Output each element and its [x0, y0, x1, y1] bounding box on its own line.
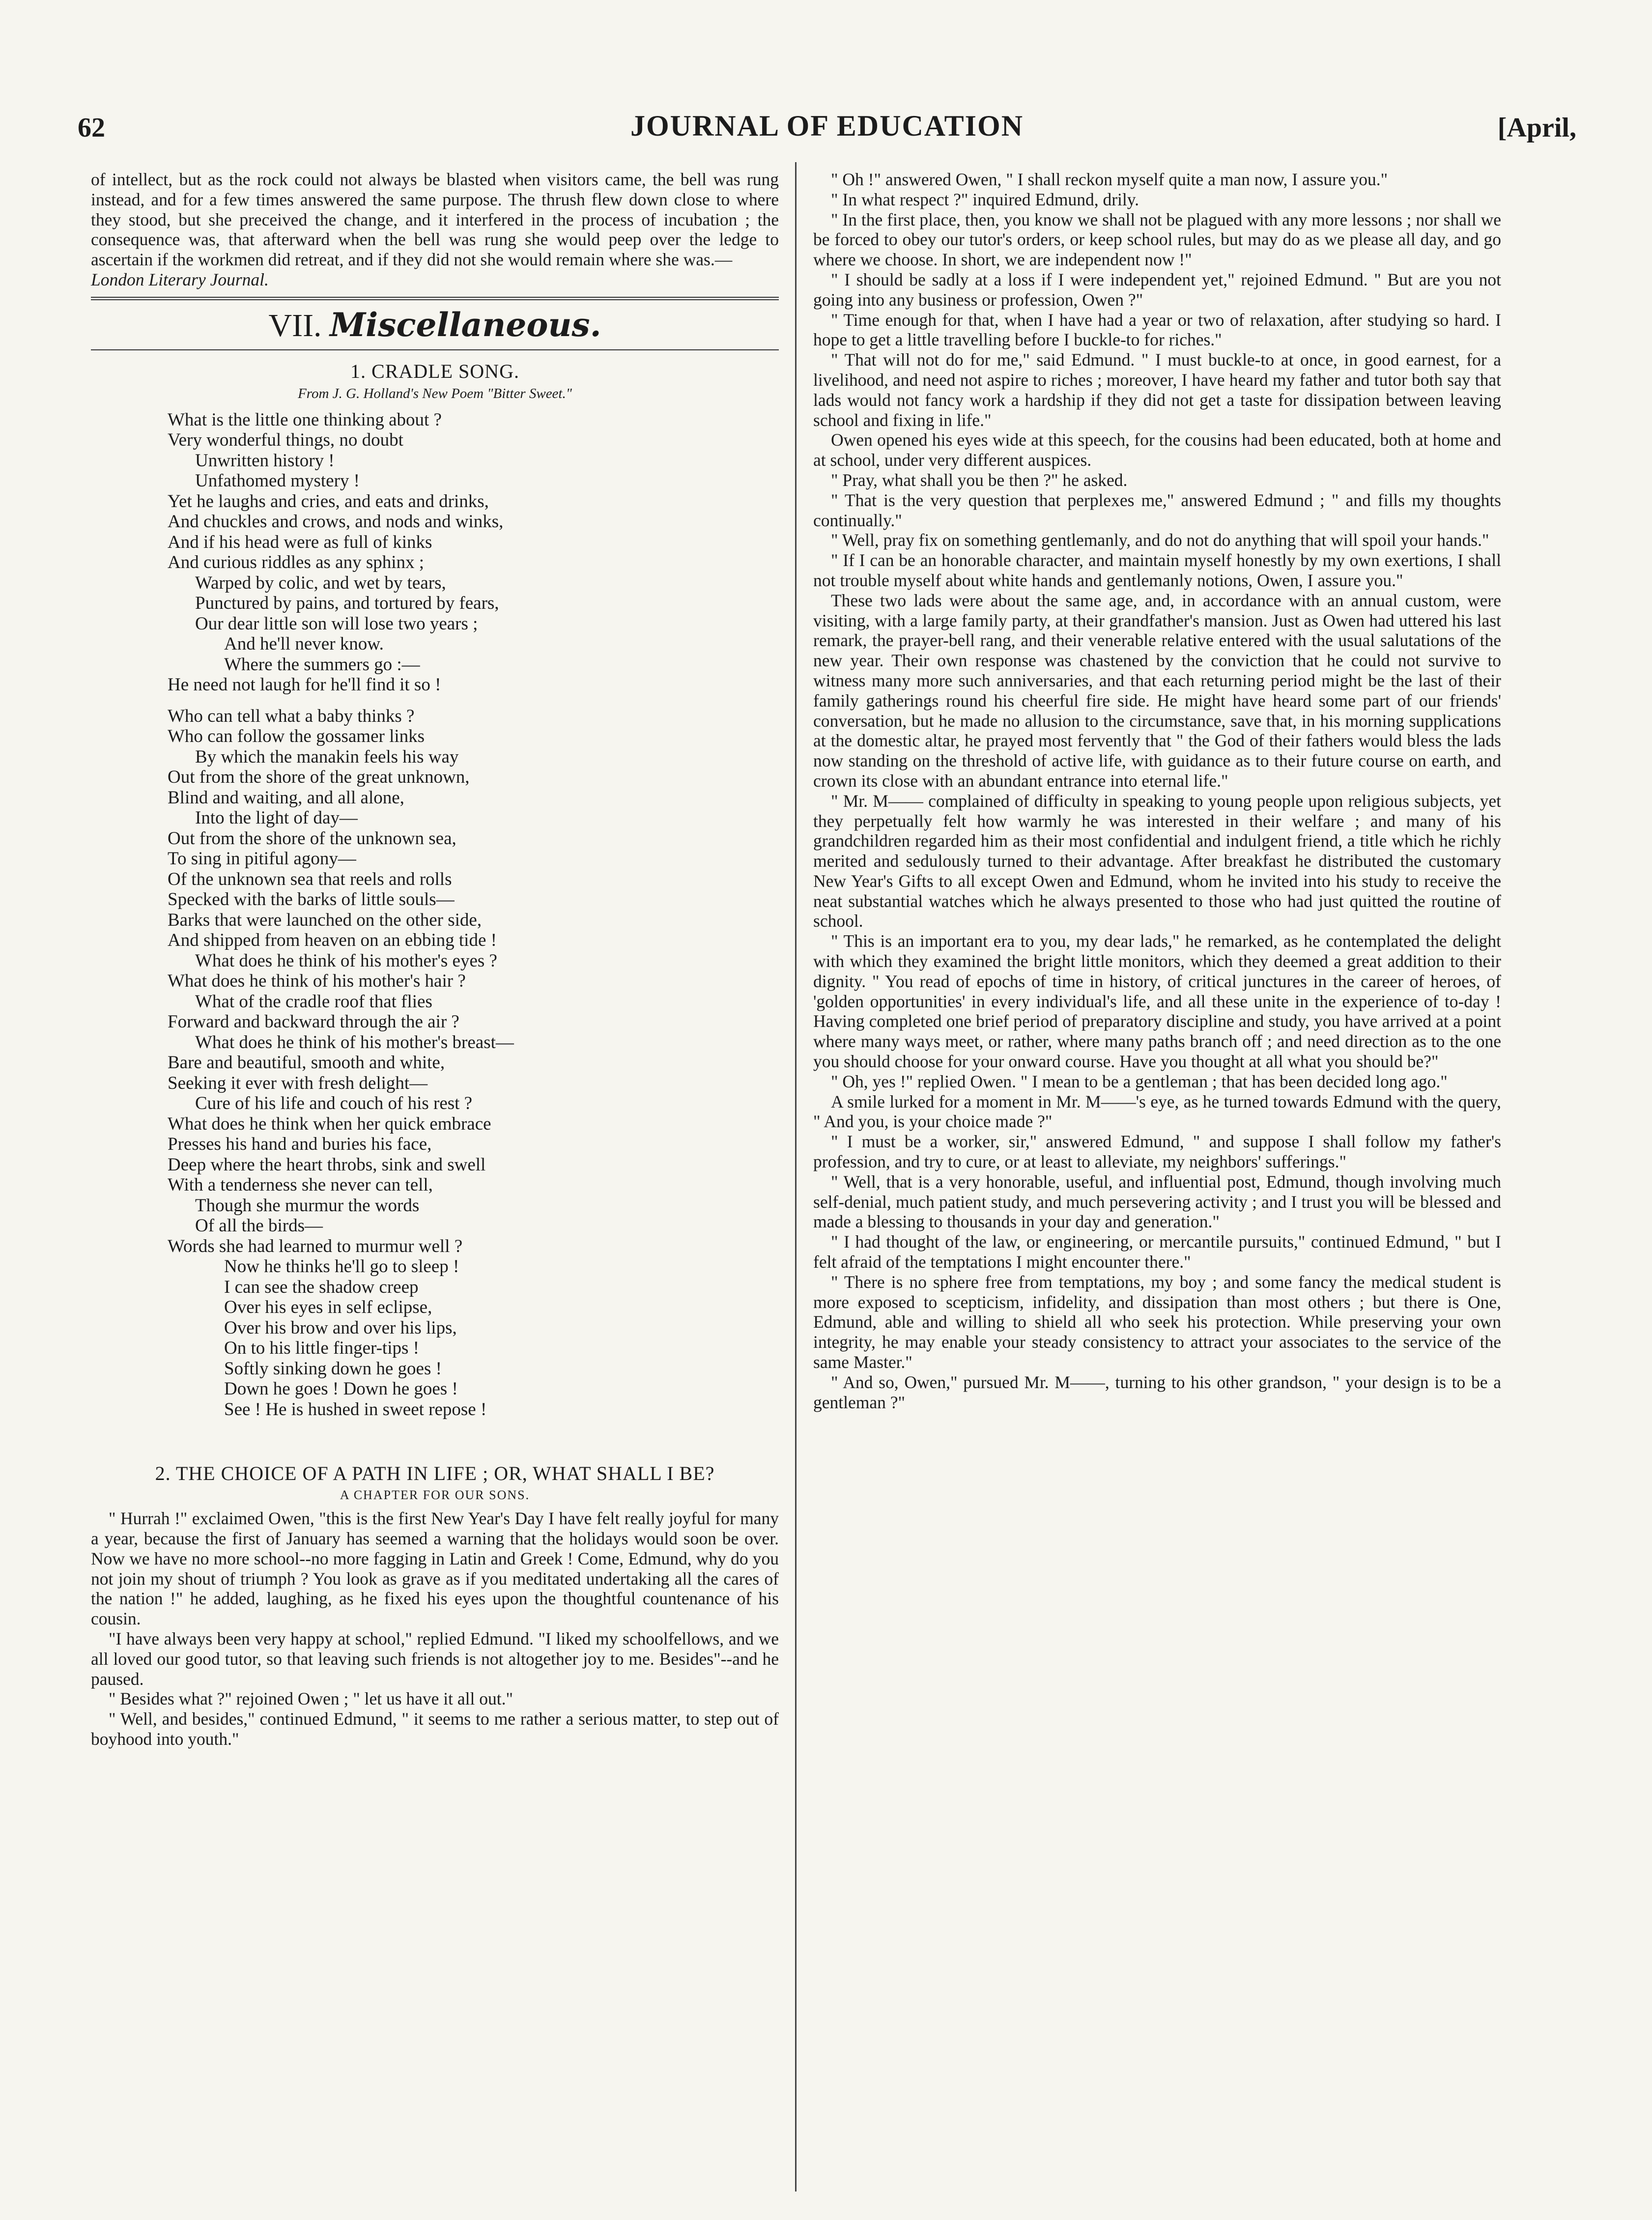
poem-line: By which the manakin feels his way — [195, 746, 459, 767]
poem-line: What does he think of his mother's hair ? — [168, 971, 466, 992]
poem-line: Very wonderful things, no doubt — [168, 430, 403, 451]
article-paragraph: " If I can be an honorable character, and maintain myself honestly by my own exertions, I shall not trouble myself about white hands and gentlemanly notions, Owen, I assure you." — [813, 550, 1501, 590]
poem-line: Forward and backward through the air ? — [168, 1012, 459, 1032]
article-body-right — [813, 170, 1501, 1412]
poem-line: And if his head were as full of kinks — [168, 532, 432, 552]
article-subtitle: A CHAPTER FOR OUR SONS. — [340, 1488, 530, 1503]
poem-line: And shipped from heaven on an ebbing tide ! — [168, 930, 497, 951]
poem-line: Who can tell what a baby thinks ? — [168, 706, 415, 726]
poem-line: And chuckles and crows, and nods and winks, — [168, 512, 504, 532]
poem-line: What does he think of his mother's eyes ? — [195, 950, 497, 971]
article-paragraph: " That will not do for me," said Edmund. " I must buckle-to at once, in good earnest, for a livelihood, and need not aspire to riches ; moreover, I have heard my father and tutor both say that lads would not fancy work a hardship if they did not get a taste for dissipation between leaving school and fixing in life." — [813, 350, 1501, 430]
poem-line: What does he think when her quick embrace — [168, 1113, 491, 1134]
running-header — [78, 109, 1576, 153]
poem-line: Seeking it ever with fresh delight— — [168, 1073, 428, 1093]
article-paragraph: These two lads were about the same age, and, in accordance with an annual custom, were visiting, with a large family party, at their grandfather's mansion. Just as Owen had uttered his last remark, the prayer-bell rang, and their venerable relative entered with the usual salutations of the new year. Their own response was chastened by the conviction that he could not survive to witness many more such anniversaries, and that each returning period might be the last of their family gatherings round his cheerful fire side. He might have heard some part of our friends' conversation, but he made no allusion to the circumstance, save that, in his morning supplications at the domestic altar, he prayed most fervently that " the God of their fathers would bless the lads now standing on the threshold of active life, with guidance as to their future course on earth, and crown its close with an abundant entrance into eternal life." — [813, 590, 1501, 791]
article-paragraph: " I must be a worker, sir," answered Edmund, " and suppose I shall follow my father's profession, and try to cure, or at least to alleviate, my neighbors' sufferings." — [813, 1132, 1501, 1172]
poem-subtitle: From J. G. Holland's New Poem "Bitter Sweet." — [298, 385, 572, 401]
poem-line: He need not laugh for he'll find it so ! — [168, 675, 441, 695]
article-paragraph: "I have always been very happy at school," replied Edmund. "I liked my schoolfellows, and we all loved our good tutor, so that leaving such friends is not altogether joy to me. Besides"--and he paused. — [91, 1629, 779, 1689]
poem-line: Yet he laughs and cries, and eats and drinks, — [168, 491, 489, 512]
poem-line: Over his brow and over his lips, — [224, 1317, 457, 1338]
article-title: 2. THE CHOICE OF A PATH IN LIFE ; OR, WHAT SHALL I BE? — [155, 1462, 715, 1485]
column-divider — [795, 162, 797, 2192]
intro-source: London Literary Journal. — [91, 269, 269, 289]
poem-line: And he'll never know. — [224, 634, 384, 655]
poem-line: What does he think of his mother's breast— — [195, 1032, 514, 1053]
intro-text: of intellect, but as the rock could not always be blasted when visitors came, the bell was rung instead, and for a few times answered the same purpose. The thrush flew down close to where they stood, but she preceived the change, and it interfered in the process of incubation ; the consequence was, that afterward when the bell was rung she would peep over the ledge to ascertain if the workmen did retreat, and if they did not she would remain where she was.— — [91, 170, 779, 270]
poem-line: Of the unknown sea that reels and rolls — [168, 869, 452, 889]
poem-title: 1. CRADLE SONG. — [350, 360, 519, 382]
poem-line: To sing in pitiful agony— — [168, 849, 356, 869]
right-column — [813, 170, 1501, 1412]
article-paragraph: " This is an important era to you, my dear lads," he remarked, as he contemplated the delight with which they examined the bright little monitors, which they deemed a great addition to their dignity. " You read of epochs of time in history, of critical junctures in the career of heroes, of 'golden opportunities' in every individual's life, and all these unite in the experience of to-day ! Having completed one brief period of preparatory discipline and study, you have arrived at a point where many ways meet, or rather, where many paths branch off ; and need direction as to the one you should choose for your onward course. Have you thought at all what you should be?" — [813, 931, 1501, 1072]
intro-paragraph — [91, 170, 779, 290]
poem-line: Words she had learned to murmur well ? — [168, 1236, 463, 1256]
poem-line: What of the cradle roof that flies — [195, 991, 432, 1012]
article-paragraph: " Pray, what shall you be then ?" he asked. — [831, 470, 1128, 490]
poem-line: Unfathomed mystery ! — [195, 471, 360, 491]
poem-line: Softly sinking down he goes ! — [224, 1358, 442, 1379]
poem-line: Of all the birds— — [195, 1216, 323, 1236]
section-rule — [91, 297, 779, 300]
article-paragraph: " In what respect ?" inquired Edmund, drily. — [831, 189, 1139, 209]
poem-line: Now he thinks he'll go to sleep ! — [224, 1256, 459, 1277]
article-paragraph: Owen opened his eyes wide at this speech, for the cousins had been educated, both at home and at school, under very different auspices. — [813, 430, 1501, 470]
poem — [168, 410, 779, 1420]
poem-line: And curious riddles as any sphinx ; — [168, 552, 425, 573]
poem-line: With a tenderness she never can tell, — [168, 1175, 433, 1195]
left-column — [91, 170, 779, 1749]
article-paragraph: " There is no sphere free from temptations, my boy ; and some fancy the medical student is more exposed to scepticism, infidelity, and dissipation than most others ; but there is One, Edmund, able and willing to shield all who seek his protection. While preserving your own integrity, he may enable your steady consistency to attract your associates to the service of the same Master." — [813, 1272, 1501, 1372]
article-paragraph: " Mr. M—— complained of difficulty in speaking to young people upon religious subjects, yet they perpetually felt how warmly he was interested in their welfare ; and many of his grandchildren regarded him as their most confidential and indulgent friend, a title which he richly merited and sedulously turned to their advantage. After breakfast he distributed the customary New Year's Gifts to all except Owen and Edmund, whom he invited into his study to receive the neat substantial watches which he always presented to those who had just quitted the routine of school. — [813, 791, 1501, 931]
poem-line: Deep where the heart throbs, sink and swell — [168, 1154, 486, 1175]
article-paragraph: " I should be sadly at a loss if I were independent yet," rejoined Edmund. " But are you not going into any business or profession, Owen ?" — [813, 269, 1501, 310]
poem-line: I can see the shadow creep — [224, 1277, 419, 1297]
poem-line: Over his eyes in self eclipse, — [224, 1297, 432, 1318]
poem-line: Though she murmur the words — [195, 1195, 420, 1216]
page-number: 62 — [78, 113, 105, 143]
article-body-left — [91, 1508, 779, 1749]
poem-line: Punctured by pains, and tortured by fears, — [195, 593, 499, 614]
article-paragraph: " Oh !" answered Owen, " I shall reckon myself quite a man now, I assure you." — [831, 170, 1388, 189]
article-paragraph: " Hurrah !" exclaimed Owen, "this is the first New Year's Day I have felt really joyful for many a year, because the first of January has seemed a warning that the holidays would soon be over. Now we have no more school--no more fagging in Latin and Greek ! Come, Edmund, why do you not join my shout of triumph ? You look as grave as if you meditated undertaking all the cares of the nation !" he added, laughing, as he fixed his eyes upon the thoughtful countenance of his cousin. — [91, 1508, 779, 1629]
poem-line: Into the light of day— — [195, 808, 358, 828]
article-paragraph: " That is the very question that perplexes me," answered Edmund ; " and fills my thoughts continually." — [813, 490, 1501, 530]
poem-line: What is the little one thinking about ? — [168, 409, 442, 430]
poem-line: Presses his hand and buries his face, — [168, 1134, 432, 1155]
poem-stanza-1 — [168, 410, 779, 695]
article-paragraph: " Well, pray fix on something gentlemanly, and do not do anything that will spoil your hands." — [831, 530, 1489, 550]
article-paragraph: " And so, Owen," pursued Mr. M——, turning to his other grandson, " your design is to be a gentleman ?" — [813, 1372, 1501, 1412]
article-paragraph: " Well, that is a very honorable, useful, and influential post, Edmund, though involving much self-denial, much patient study, and much persevering activity ; and I trust you will be blessed and made a blessing to thousands in your day and generation." — [813, 1171, 1501, 1232]
section-rule-thin — [91, 349, 779, 350]
poem-line: Bare and beautiful, smooth and white, — [168, 1053, 445, 1073]
poem-line: Our dear little son will lose two years ; — [195, 613, 478, 634]
article-paragraph: A smile lurked for a moment in Mr. M——'s eye, as he turned towards Edmund with the query, " And you, is your choice made ?" — [813, 1091, 1501, 1132]
poem-line: Warped by colic, and wet by tears, — [195, 572, 446, 593]
article-paragraph: " Oh, yes !" replied Owen. " I mean to be a gentleman ; that has been decided long ago." — [831, 1071, 1448, 1091]
article-paragraph: " I had thought of the law, or engineering, or mercantile pursuits," continued Edmund, " but I felt afraid of the temptations I might encounter there." — [813, 1232, 1501, 1272]
poem-line: On to his little finger-tips ! — [224, 1338, 419, 1359]
month-label: [April, — [1497, 113, 1576, 143]
section-name: Miscellaneous. — [330, 305, 601, 344]
poem-line: Barks that were launched on the other side, — [168, 910, 482, 930]
poem-line: Specked with the barks of little souls— — [168, 889, 455, 910]
poem-line: Cure of his life and couch of his rest ? — [195, 1093, 473, 1114]
poem-line: Down he goes ! Down he goes ! — [224, 1379, 458, 1399]
poem-line: Who can follow the gossamer links — [168, 726, 425, 747]
poem-line: Where the summers go :— — [224, 654, 420, 675]
article-paragraph: " Besides what ?" rejoined Owen ; " let us have it all out." — [109, 1689, 513, 1709]
poem-line: Blind and waiting, and all alone, — [168, 787, 404, 808]
poem-line: Unwritten history ! — [195, 450, 335, 471]
poem-stanza-2 — [168, 706, 779, 1420]
section-number: VII. — [268, 307, 322, 343]
poem-line: See ! He is hushed in sweet repose ! — [224, 1399, 487, 1420]
journal-title: JOURNAL OF EDUCATION — [630, 110, 1024, 142]
article-paragraph: " Time enough for that, when I have had a year or two of relaxation, after studying so hard. I hope to get a little travelling before I buckle-to for riches." — [813, 310, 1501, 350]
article-paragraph: " Well, and besides," continued Edmund, " it seems to me rather a serious matter, to step out of boyhood into youth." — [91, 1709, 779, 1749]
poem-line: Out from the shore of the great unknown, — [168, 767, 470, 788]
poem-line: Out from the shore of the unknown sea, — [168, 828, 456, 849]
section-heading — [91, 305, 779, 345]
article-paragraph: " In the first place, then, you know we shall not be plagued with any more lessons ; nor shall we be forced to obey our tutor's orders, or keep school rules, but may do as we please all day, and go where we choose. In short, we are independent now !" — [813, 209, 1501, 270]
